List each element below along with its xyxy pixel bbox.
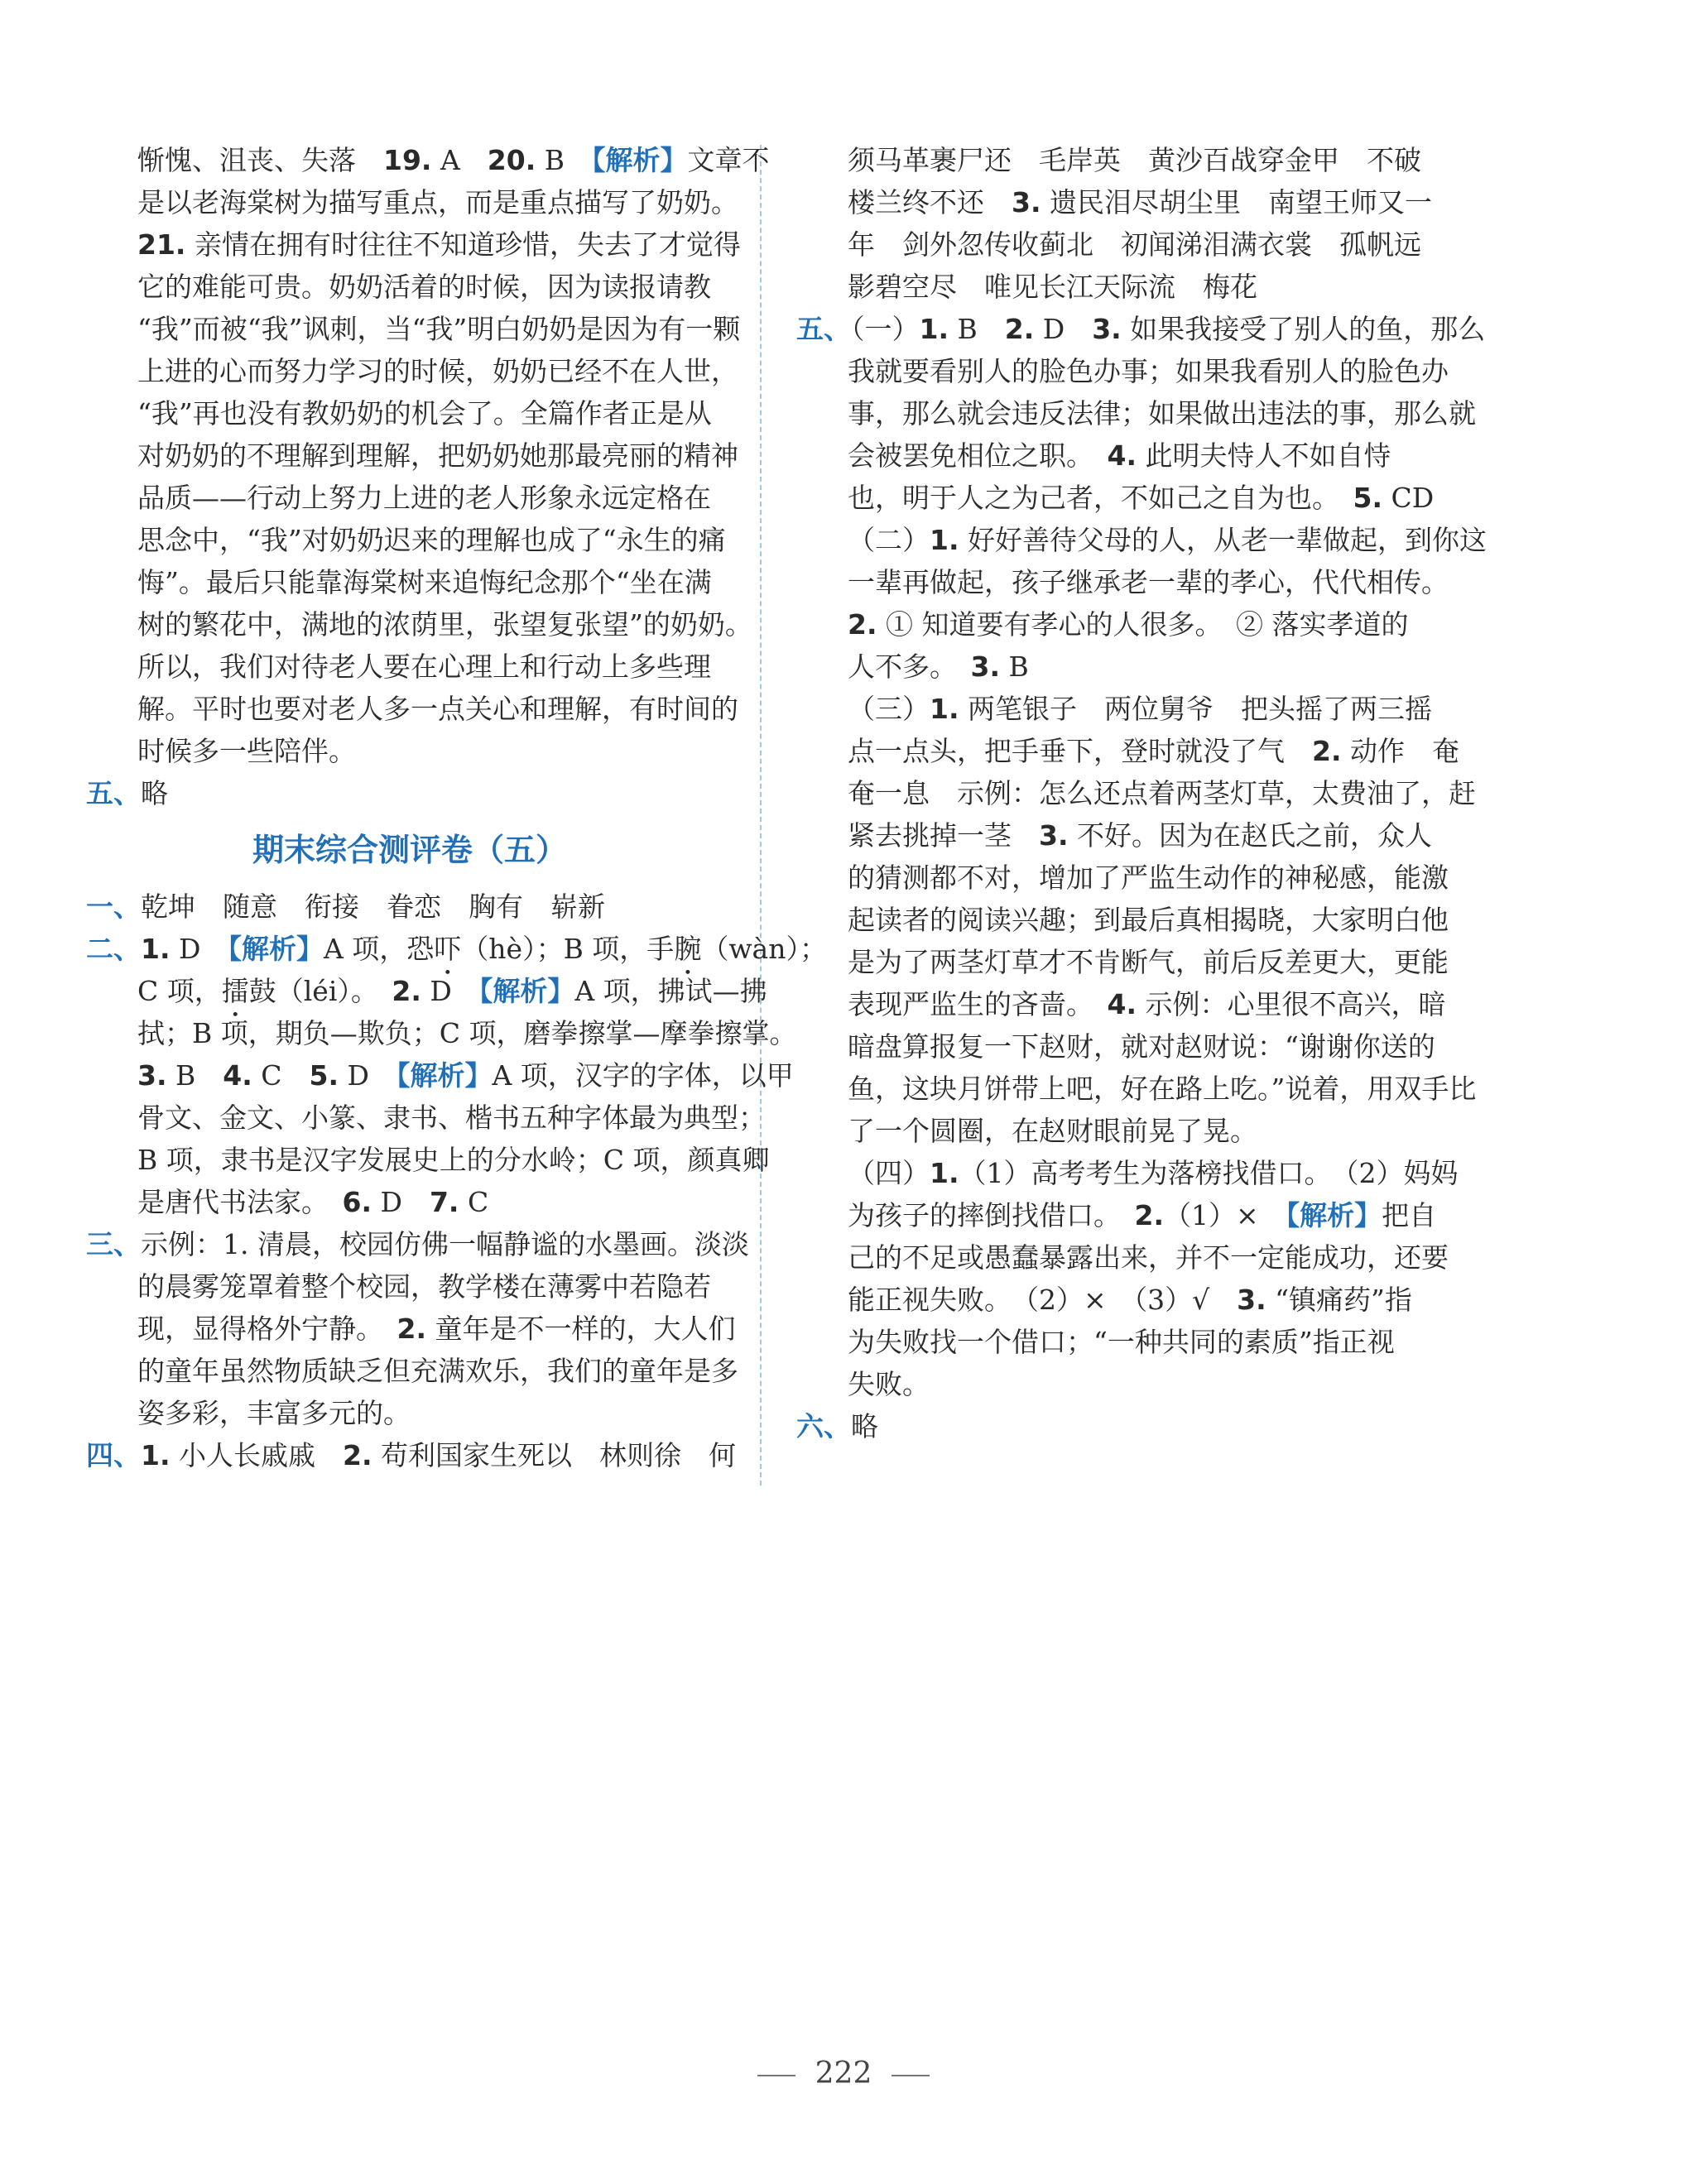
answer-line: 树的繁花中，满地的浓荫里，张望复张望”的奶奶。: [137, 608, 752, 641]
page-number-text: 222: [815, 2057, 872, 2090]
answer-line: （二）1. 好好善待父母的人，从老一辈做起，到你这: [848, 524, 1487, 556]
answer-line: 的猜测都不对，增加了严监生动作的神秘感，能激: [848, 862, 1449, 894]
page-number-dash-right: [892, 2075, 930, 2076]
answer-line: 它的难能可贵。奶奶活着的时候，因为读报请教: [137, 271, 711, 303]
answer-line: 暗盘算报复一下赵财，就对赵财说：“谢谢你送的: [848, 1030, 1435, 1063]
answer-line: 能正视失败。 （2）× （3）√ 3. “镇痛药”指: [848, 1284, 1412, 1316]
answer-line: 紧去挑掉一茎 3. 不好。因为在赵氏之前，众人: [848, 819, 1432, 852]
answer-line: 六、略: [796, 1410, 878, 1442]
section-label: 六、: [796, 1410, 851, 1442]
answer-line: 五、略: [86, 777, 168, 809]
answer-line: 现，显得格外宁静。 2. 童年是不一样的，大人们: [137, 1313, 736, 1345]
answer-line: 为孩子的摔倒找借口。 2.（1）× 【解析】把自: [848, 1199, 1437, 1231]
answer-line: 会被罢免相位之职。 4. 此明夫恃人不如自恃: [848, 439, 1391, 472]
answer-line: 思念中，“我”对奶奶迟来的理解也成了“永生的痛: [137, 524, 726, 556]
answer-line: 也，明于人之为己者，不如己之自为也。 5. CD: [848, 482, 1435, 514]
answer-line: 的童年虽然物质缺乏但充满欢乐，我们的童年是多: [137, 1355, 738, 1387]
answer-line: （四）1.（1）高考考生为落榜找借口。 （2）妈妈: [848, 1157, 1459, 1189]
answer-line: 失败。: [848, 1368, 930, 1400]
answer-line: C 项，擂鼓（léi）。 2. D 【解析】A 项，拂试—拂: [137, 975, 767, 1007]
section-label: 四、: [86, 1439, 141, 1471]
answer-line: 是以老海棠树为描写重点，而是重点描写了奶奶。: [137, 186, 738, 218]
answer-line: 所以，我们对待老人要在心理上和行动上多些理: [137, 650, 711, 683]
answer-line: 影碧空尽 唯见长江天际流 梅花: [848, 271, 1257, 303]
answer-line: 的晨雾笼罩着整个校园，教学楼在薄雾中若隐若: [137, 1270, 711, 1303]
answer-line: 姿多彩，丰富多元的。: [137, 1397, 411, 1429]
answer-line: 2. ① 知道要有孝心的人很多。 ② 落实孝道的: [848, 608, 1409, 641]
section-title: 期末综合测评卷（五）: [252, 832, 567, 868]
right-column: [796, 139, 1487, 1447]
answer-line: 是为了两茎灯草才不肯断气，前后反差更大，更能: [848, 946, 1449, 978]
answer-line: 楼兰终不还 3. 遗民泪尽胡尘里 南望王师又一: [848, 186, 1432, 218]
answer-line: 事，那么就会违反法律；如果做出违法的事，那么就: [848, 397, 1476, 430]
answer-line: B 项，隶书是汉字发展史上的分水岭；C 项，颜真卿: [137, 1144, 770, 1176]
answer-line: 21. 亲情在拥有时往往不知道珍惜，失去了才觉得: [137, 228, 741, 261]
answer-line: 一、乾坤 随意 衔接 眷恋 胸有 崭新: [86, 890, 605, 923]
answer-line: （三）1. 两笔银子 两位舅爷 把头摇了两三摇: [848, 693, 1432, 725]
answer-line: 悔”。最后只能靠海棠树来追悔纪念那个“坐在满: [137, 566, 712, 598]
section-label: 一、: [86, 890, 141, 923]
page-number: [0, 2057, 1687, 2090]
answer-line: 3. B 4. C 5. D 【解析】A 项，汉字的字体，以甲: [137, 1059, 794, 1092]
answer-line: 上进的心而努力学习的时候，奶奶已经不在人世，: [137, 355, 738, 387]
answer-line: 时候多一些陪伴。: [137, 735, 356, 767]
answer-line: 起读者的阅读兴趣；到最后真相揭晓，大家明白他: [848, 904, 1449, 936]
answer-line: 为失败找一个借口；“一种共同的素质”指正视: [848, 1326, 1395, 1358]
answer-line: 品质——行动上努力上进的老人形象永远定格在: [137, 482, 711, 514]
page-number-dash-left: [757, 2075, 795, 2076]
answer-line: 三、示例：1. 清晨，校园仿佛一幅静谧的水墨画。淡淡: [86, 1228, 749, 1260]
column-divider: [760, 145, 762, 1486]
answer-line: 对奶奶的不理解到理解，把奶奶她那最亮丽的精神: [137, 439, 738, 472]
section-label: 五、: [86, 777, 141, 809]
answer-line: 己的不足或愚蠢暴露出来，并不一定能成功，还要: [848, 1241, 1449, 1274]
section-label: 五、: [796, 313, 851, 345]
answer-line: 年 剑外忽传收蓟北 初闻涕泪满衣裳 孤帆远: [848, 228, 1421, 261]
answer-line: 鱼，这块月饼带上吧，好在路上吃。”说着，用双手比: [848, 1073, 1477, 1105]
answer-line: “我”再也没有教奶奶的机会了。全篇作者正是从: [137, 397, 712, 430]
answer-line: 表现严监生的吝啬。 4. 示例：心里很不高兴，暗: [848, 988, 1446, 1020]
answer-line: 四、1. 小人长戚戚 2. 苟利国家生死以 林则徐 何: [86, 1439, 736, 1471]
answer-line: 惭愧、沮丧、失落 19. A 20. B 【解析】文章不: [137, 144, 770, 176]
answer-line: 我就要看别人的脸色办事；如果我看别人的脸色办: [848, 355, 1449, 387]
answer-line: 人不多。 3. B: [848, 650, 1029, 683]
answer-line: 点一点头，把手垂下，登时就没了气 2. 动作 奄: [848, 735, 1459, 767]
answer-line: 解。平时也要对老人多一点关心和理解，有时间的: [137, 693, 738, 725]
answer-line: “我”而被“我”讽刺，当“我”明白奶奶是因为有一颗: [137, 313, 741, 345]
answer-line: 了一个圆圈，在赵财眼前晃了晃。: [848, 1115, 1257, 1147]
left-column: [86, 139, 827, 1476]
answer-line: 拭；B 项，期负—欺负；C 项，磨拳擦掌—摩拳擦掌。: [137, 1017, 797, 1049]
answer-line: 一辈再做起，孩子继承老一辈的孝心，代代相传。: [848, 566, 1449, 598]
section-label: 二、: [86, 933, 141, 965]
answer-line: 须马革裹尸还 毛岸英 黄沙百战穿金甲 不破: [848, 144, 1421, 176]
answer-line: 骨文、金文、小篆、隶书、楷书五种字体最为典型；: [137, 1102, 766, 1134]
answer-line: 奄一息 示例：怎么还点着两茎灯草，太费油了，赶: [848, 777, 1476, 809]
answer-line: 五、（一）1. B 2. D 3. 如果我接受了别人的鱼，那么: [796, 313, 1486, 345]
section-label: 三、: [86, 1228, 141, 1260]
answer-line: 是唐代书法家。 6. D 7. C: [137, 1186, 489, 1218]
answer-line: 二、1. D 【解析】A 项，恐吓（hè）；B 项，手腕（wàn）；: [86, 933, 827, 965]
